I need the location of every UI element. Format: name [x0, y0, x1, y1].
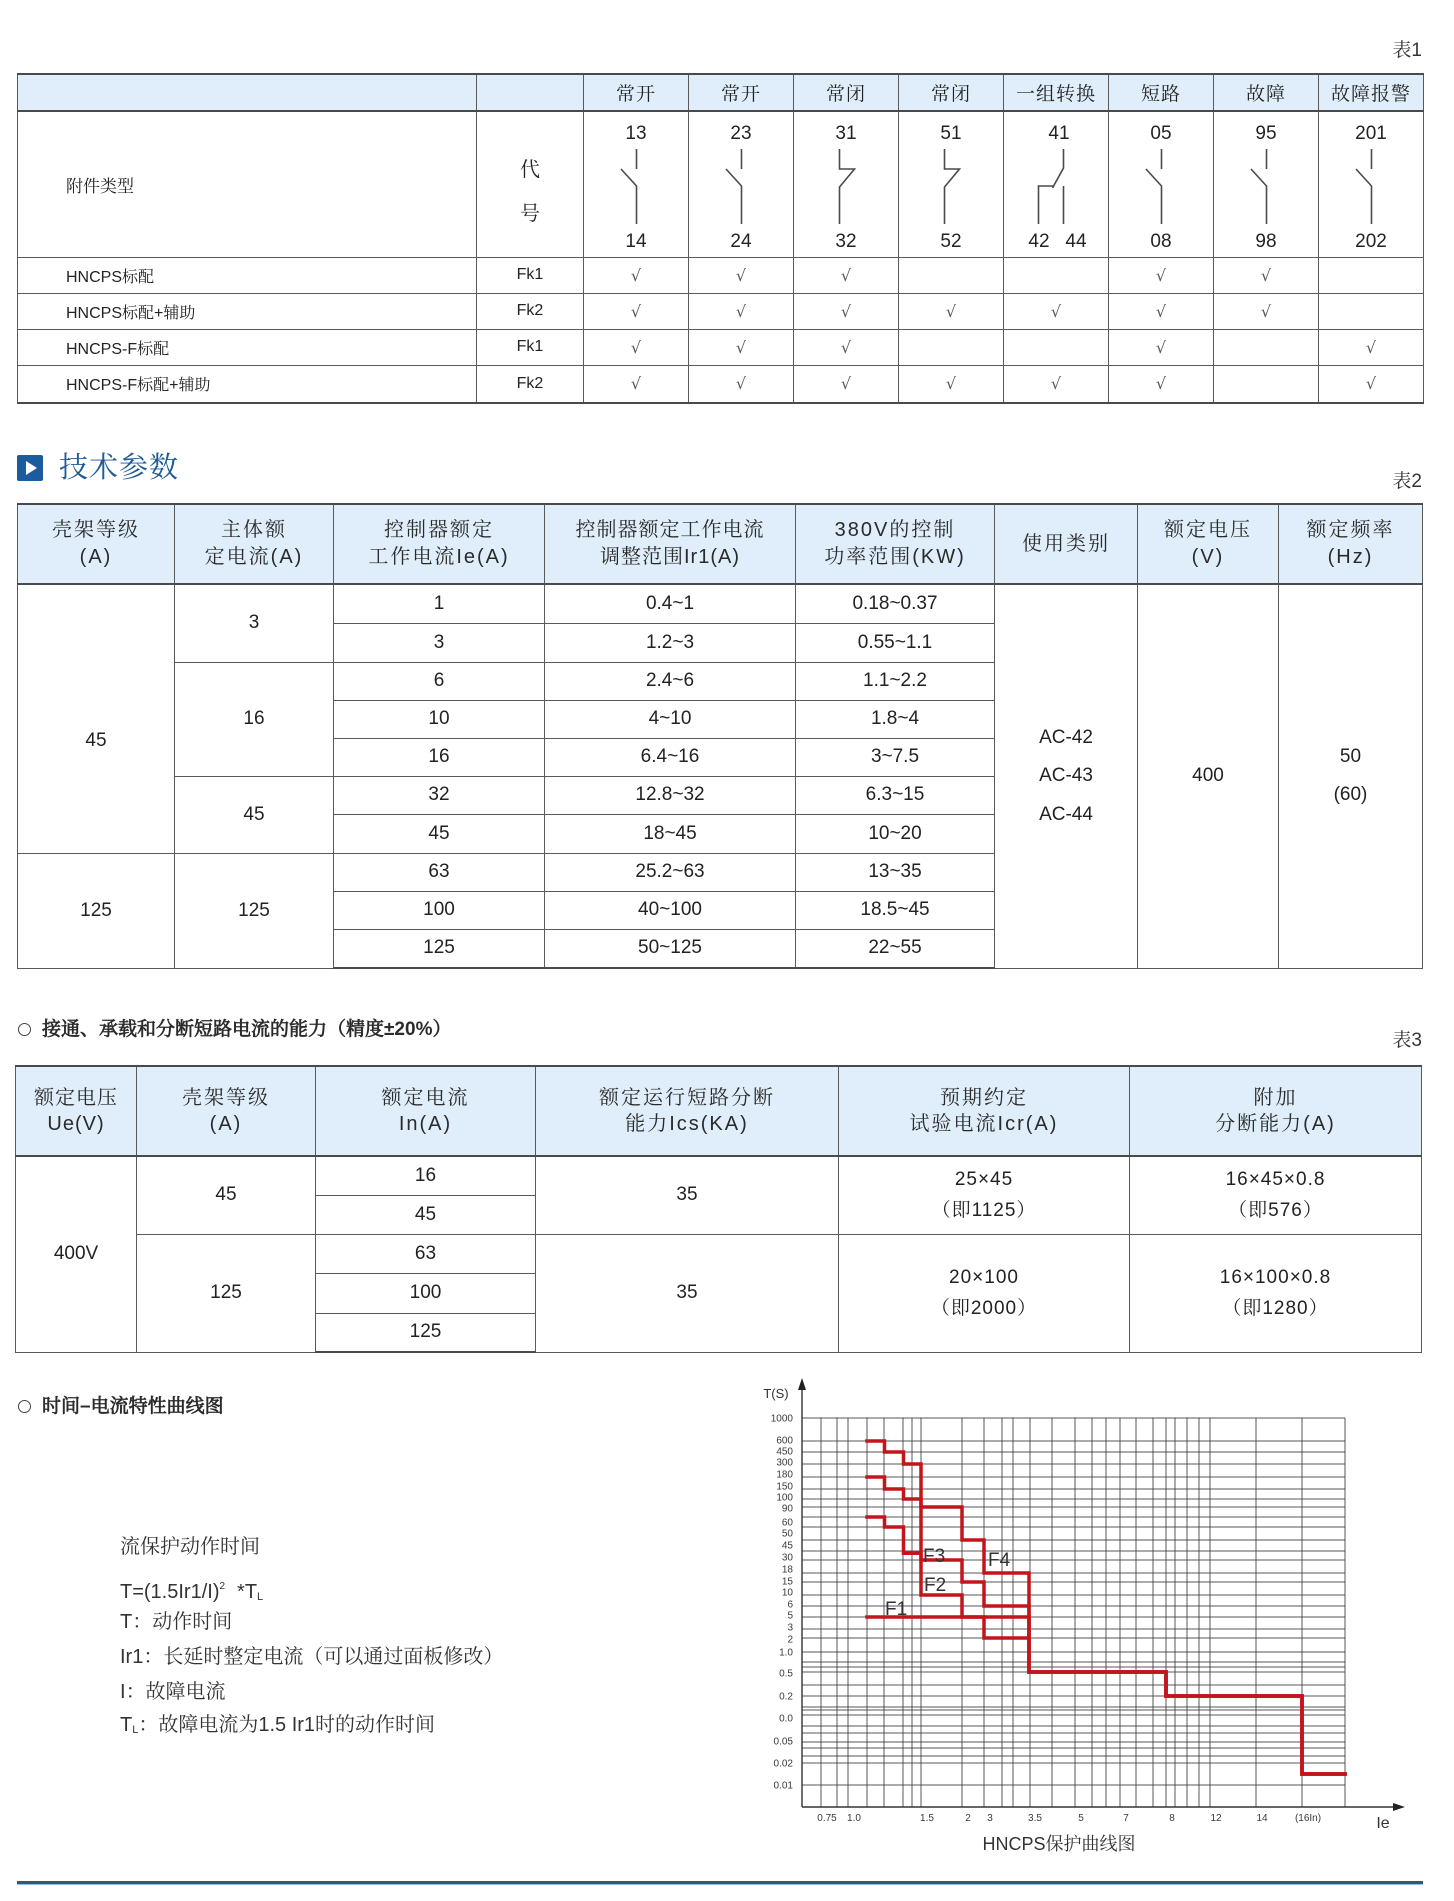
check-mark-cell: √	[689, 365, 794, 403]
accessory-table	[17, 73, 1424, 404]
equation-factor-subscript: L	[257, 1591, 264, 1603]
check-mark-cell: √	[794, 293, 899, 329]
check-mark-cell: √	[584, 257, 689, 293]
x-tick-label: 7	[1123, 1813, 1129, 1824]
check-mark-cell: √	[584, 365, 689, 403]
terminal-number: 08	[1150, 231, 1172, 252]
definition-text: ：动作时间	[132, 1611, 233, 1633]
ie-cell: 3	[334, 623, 545, 662]
frequency-cell	[1279, 584, 1423, 968]
circle-bullet-icon	[18, 1400, 31, 1413]
definition-line	[120, 1609, 232, 1640]
header-line: Ue(V)	[47, 1113, 105, 1135]
main-current-cell: 3	[175, 584, 334, 662]
check-mark-cell: √	[689, 257, 794, 293]
row-code: Fk1	[477, 257, 584, 293]
series-label: F3	[923, 1546, 946, 1567]
terminal-number: 52	[940, 231, 962, 252]
ie-cell: 16	[334, 738, 545, 776]
x-tick-label: 1.0	[847, 1813, 861, 1824]
definition-line	[120, 1679, 226, 1710]
contact-cell	[1319, 111, 1424, 257]
column-header: 故障	[1214, 74, 1319, 111]
header-line: 壳架等级	[182, 1087, 270, 1109]
check-mark-cell: √	[1109, 257, 1214, 293]
icr-result: （即1125）	[931, 1200, 1037, 1222]
power-cell: 1.1~2.2	[796, 662, 995, 700]
power-cell: 1.8~4	[796, 700, 995, 738]
main-current-cell: 45	[175, 776, 334, 853]
x-tick-label: 1.5	[920, 1813, 934, 1824]
rated-voltage-cell: 400V	[16, 1156, 137, 1352]
check-mark-cell: √	[899, 365, 1004, 403]
terminal-number: 32	[835, 231, 857, 252]
y-tick-label: 18	[781, 1564, 793, 1576]
x-tick-label: 14	[1256, 1813, 1268, 1824]
column-header	[334, 504, 545, 584]
ics-cell: 35	[536, 1234, 839, 1352]
row-code: Fk1	[477, 329, 584, 365]
header-line: 380V的控制	[834, 519, 956, 541]
series-label: F2	[924, 1575, 947, 1596]
row-name: HNCPS-F标配+辅助	[18, 365, 477, 403]
extra-result: （即576）	[1228, 1200, 1323, 1222]
header-line: (A)	[209, 1113, 243, 1135]
code-label-bottom: 号	[520, 203, 540, 225]
icr-formula: 20×100	[949, 1267, 1019, 1288]
column-header	[545, 504, 796, 584]
extra-formula: 16×100×0.8	[1219, 1267, 1332, 1288]
section-title: 技术参数	[59, 452, 180, 484]
y-tick-label: 15	[781, 1576, 793, 1588]
header-line: (A)	[79, 546, 113, 568]
check-mark-cell: √	[1109, 293, 1214, 329]
header-blank-cell	[18, 74, 477, 111]
y-tick-label: 6	[787, 1599, 793, 1611]
table-row	[18, 329, 1424, 365]
column-header	[316, 1066, 536, 1156]
frame-cell: 125	[18, 853, 175, 968]
column-header: 常开	[584, 74, 689, 111]
x-tick-label: 2	[965, 1813, 971, 1824]
header-line: 功率范围(KW)	[824, 546, 966, 568]
table1-header-row	[18, 74, 1424, 111]
column-header: 常开	[689, 74, 794, 111]
ir1-cell: 1.2~3	[545, 623, 796, 662]
column-header	[796, 504, 995, 584]
check-mark-cell: √	[794, 365, 899, 403]
contact-cell	[1214, 111, 1319, 257]
check-mark-cell: √	[584, 329, 689, 365]
check-mark-cell: √	[689, 329, 794, 365]
rated-current-cell: 63	[316, 1234, 536, 1273]
terminal-number: 24	[730, 231, 752, 252]
x-tick-label: 8	[1169, 1813, 1175, 1824]
icr-formula: 25×45	[954, 1169, 1014, 1191]
column-header	[1130, 1066, 1422, 1156]
extra-capacity-cell	[1130, 1156, 1422, 1234]
header-line: 额定电压	[34, 1087, 118, 1109]
definition-symbol: T	[120, 1611, 133, 1633]
x-tick-label: 3	[987, 1813, 993, 1824]
y-tick-label: 1000	[770, 1413, 793, 1425]
row-name: HNCPS标配+辅助	[18, 293, 477, 329]
y-tick-label: 600	[776, 1435, 793, 1447]
ie-cell: 45	[334, 814, 545, 853]
column-header: 常闭	[899, 74, 1004, 111]
header-line: 分断能力(A)	[1215, 1113, 1336, 1135]
header-line: 定电流(A)	[204, 546, 304, 568]
formula-equation	[120, 1574, 263, 1610]
column-header	[1279, 504, 1423, 584]
y-tick-label: 2	[787, 1634, 793, 1646]
y-tick-label: 0.02	[773, 1758, 793, 1770]
y-tick-label: 5	[787, 1610, 793, 1622]
check-mark-cell: √	[1214, 293, 1319, 329]
ir1-cell: 4~10	[545, 700, 796, 738]
terminal-number: 05	[1150, 123, 1172, 144]
check-mark-cell: √	[1214, 257, 1319, 293]
header-line: 额定电压	[1164, 519, 1252, 541]
y-tick-label: 0.2	[779, 1691, 793, 1703]
table-row	[18, 365, 1424, 403]
column-header	[18, 504, 175, 584]
ir1-cell: 50~125	[545, 929, 796, 968]
ie-cell: 32	[334, 776, 545, 814]
check-mark-cell	[1319, 257, 1424, 293]
definition-symbol: I	[120, 1681, 126, 1703]
column-header: 短路	[1109, 74, 1214, 111]
rated-current-cell: 100	[316, 1273, 536, 1313]
header-line: 能力Ics(KA)	[625, 1113, 749, 1135]
check-mark-cell: √	[1319, 329, 1424, 365]
protection-curve-chart	[740, 1370, 1430, 1865]
header-line: In(A)	[398, 1113, 453, 1135]
table-row	[16, 1156, 1422, 1195]
extra-capacity-cell	[1130, 1234, 1422, 1352]
technical-parameters-table	[17, 503, 1423, 969]
y-tick-label: 1.0	[779, 1647, 793, 1659]
rated-current-cell: 125	[316, 1313, 536, 1352]
column-header: 常闭	[794, 74, 899, 111]
x-axis-label: Ie	[1376, 1815, 1390, 1832]
rated-current-cell: 45	[316, 1195, 536, 1234]
play-square-icon	[17, 455, 43, 481]
check-mark-cell: √	[899, 293, 1004, 329]
ir1-cell: 6.4~16	[545, 738, 796, 776]
power-cell: 3~7.5	[796, 738, 995, 776]
column-header	[995, 504, 1138, 584]
header-line: 工作电流Ie(A)	[368, 546, 510, 568]
table1-label: 表1	[1392, 40, 1422, 61]
formula-title: 流保护动作时间	[120, 1536, 260, 1558]
terminal-number: 51	[940, 123, 962, 144]
x-tick-label: 3.5	[1028, 1813, 1042, 1824]
y-tick-label: 100	[776, 1492, 793, 1504]
power-cell: 6.3~15	[796, 776, 995, 814]
y-tick-label: 90	[781, 1503, 793, 1515]
ir1-cell: 18~45	[545, 814, 796, 853]
frequency-value: 50	[1339, 745, 1362, 767]
y-tick-label: 50	[781, 1528, 793, 1540]
header-line: 主体额	[221, 519, 287, 541]
ie-cell: 6	[334, 662, 545, 700]
y-tick-label: 0.05	[773, 1736, 793, 1748]
y-axis-label: T(S)	[763, 1386, 789, 1401]
check-mark-cell: √	[689, 293, 794, 329]
header-line: (Hz)	[1327, 546, 1374, 568]
header-line: 预期约定	[940, 1087, 1028, 1109]
x-tick-label: 5	[1078, 1813, 1084, 1824]
check-mark-cell	[899, 257, 1004, 293]
header-line: 额定运行短路分断	[599, 1087, 775, 1109]
header-blank-cell	[477, 74, 584, 111]
contact-symbol-row	[18, 111, 1424, 257]
contact-cell	[794, 111, 899, 257]
power-cell: 10~20	[796, 814, 995, 853]
definition-subscript: L	[132, 1724, 139, 1736]
check-mark-cell	[1319, 293, 1424, 329]
frame-cell: 45	[18, 584, 175, 853]
y-tick-label: 30	[781, 1552, 793, 1564]
y-tick-label: 45	[781, 1540, 793, 1552]
icr-cell	[839, 1156, 1130, 1234]
terminal-number: 23	[730, 123, 752, 144]
y-tick-label: 60	[781, 1517, 793, 1529]
x-tick-label: 0.75	[817, 1813, 837, 1824]
y-tick-label: 0.5	[779, 1668, 793, 1680]
x-tick-labels	[817, 1813, 1321, 1824]
ir1-cell: 25.2~63	[545, 853, 796, 891]
column-header	[536, 1066, 839, 1156]
header-line: 试验电流Icr(A)	[909, 1113, 1059, 1135]
power-cell: 18.5~45	[796, 891, 995, 929]
code-label	[477, 111, 584, 257]
header-line: 额定电流	[381, 1087, 470, 1109]
definition-line	[120, 1644, 503, 1675]
row-name: HNCPS标配	[18, 257, 477, 293]
terminal-number: 202	[1355, 231, 1387, 252]
column-header	[16, 1066, 137, 1156]
column-header	[1138, 504, 1279, 584]
check-mark-cell: √	[1319, 365, 1424, 403]
column-header	[175, 504, 334, 584]
main-current-cell: 125	[175, 853, 334, 968]
header-line: 附加	[1253, 1087, 1298, 1109]
extra-formula: 16×45×0.8	[1225, 1169, 1326, 1191]
ir1-cell: 0.4~1	[545, 584, 796, 623]
y-axis-arrow-icon	[798, 1378, 806, 1390]
y-tick-label: 10	[781, 1587, 793, 1599]
check-mark-cell: √	[1109, 365, 1214, 403]
power-cell: 0.18~0.37	[796, 584, 995, 623]
table-row	[18, 584, 1423, 623]
row-code: Fk2	[477, 293, 584, 329]
header-line: (V)	[1191, 546, 1225, 568]
terminal-number: 98	[1255, 231, 1277, 252]
series-label: F1	[885, 1599, 908, 1620]
definition-line	[120, 1712, 435, 1743]
row-code: Fk2	[477, 365, 584, 403]
extra-result: （即1280）	[1222, 1298, 1329, 1319]
circle-bullet-icon	[18, 1023, 31, 1036]
y-tick-label: 180	[776, 1469, 793, 1481]
check-mark-cell	[1004, 257, 1109, 293]
check-mark-cell: √	[794, 257, 899, 293]
category-value: AC-44	[1039, 803, 1093, 825]
check-mark-cell	[899, 329, 1004, 365]
ie-cell: 1	[334, 584, 545, 623]
table3-header-row	[16, 1066, 1422, 1156]
header-line: 壳架等级	[52, 519, 140, 541]
power-cell: 0.55~1.1	[796, 623, 995, 662]
terminal-number: 14	[625, 231, 647, 252]
table2-label: 表2	[1392, 471, 1422, 492]
column-header: 故障报警	[1319, 74, 1424, 111]
terminal-number: 44	[1065, 231, 1087, 252]
check-mark-cell: √	[1004, 365, 1109, 403]
power-cell: 13~35	[796, 853, 995, 891]
check-mark-cell: √	[794, 329, 899, 365]
terminal-number: 41	[1048, 123, 1070, 144]
header-line: 额定频率	[1306, 519, 1395, 541]
table-row	[18, 257, 1424, 293]
y-tick-label: 3	[787, 1622, 793, 1634]
definition-text: ：长延时整定电流（可以通过面板修改）	[143, 1646, 504, 1668]
category-value: AC-43	[1039, 765, 1093, 786]
table2-header-row	[18, 504, 1423, 584]
power-cell: 22~55	[796, 929, 995, 968]
ie-cell: 63	[334, 853, 545, 891]
definition-symbol: T	[120, 1714, 133, 1736]
frame-cell: 125	[137, 1234, 316, 1352]
check-mark-cell	[1004, 329, 1109, 365]
header-line: 控制器额定工作电流	[575, 519, 765, 541]
y-tick-label: 0.0	[779, 1713, 793, 1725]
accessory-type-label: 附件类型	[18, 111, 477, 257]
header-line: 调整范围Ir1(A)	[600, 546, 740, 568]
ics-cell: 35	[536, 1156, 839, 1234]
x-tick-label: 12	[1210, 1813, 1222, 1824]
category-value: AC-42	[1039, 726, 1093, 748]
contact-cell	[689, 111, 794, 257]
contact-cell	[584, 111, 689, 257]
icr-result: （即2000）	[930, 1298, 1038, 1319]
header-line: 控制器额定	[384, 519, 494, 541]
series-label: F4	[988, 1550, 1011, 1571]
table3-caption: 接通、承载和分断短路电流的能力（精度±20%）	[42, 1019, 452, 1040]
code-label-top: 代	[520, 159, 540, 181]
ie-cell: 125	[334, 929, 545, 968]
y-tick-label: 150	[776, 1481, 793, 1493]
check-mark-cell: √	[1004, 293, 1109, 329]
frequency-value: (60)	[1333, 784, 1368, 806]
y-tick-label: 0.01	[773, 1780, 793, 1792]
rated-current-cell: 16	[316, 1156, 536, 1195]
definition-text: ：故障电流为1.5 Ir1时的动作时间	[138, 1714, 436, 1736]
table-row	[16, 1234, 1422, 1273]
table3-label: 表3	[1392, 1030, 1422, 1051]
curve-section-caption: 时间–电流特性曲线图	[42, 1396, 224, 1417]
icr-cell	[839, 1234, 1130, 1352]
changeover-contact-icon	[1004, 112, 1109, 257]
definition-text: ：故障电流	[125, 1681, 226, 1703]
short-circuit-capacity-table	[15, 1065, 1422, 1353]
equation-factor: *T	[237, 1581, 258, 1603]
ie-cell: 100	[334, 891, 545, 929]
ie-cell: 10	[334, 700, 545, 738]
chart-title: HNCPS保护曲线图	[982, 1834, 1136, 1854]
main-current-cell: 16	[175, 662, 334, 776]
x-axis-arrow-icon	[1393, 1803, 1405, 1811]
contact-cell	[899, 111, 1004, 257]
column-header	[137, 1066, 316, 1156]
footer-rule	[17, 1881, 1423, 1885]
y-tick-label: 450	[776, 1446, 793, 1458]
column-header: 一组转换	[1004, 74, 1109, 111]
voltage-cell: 400	[1138, 584, 1279, 968]
ir1-cell: 2.4~6	[545, 662, 796, 700]
equation-base: T=(1.5Ir1/I)	[120, 1581, 220, 1603]
y-tick-labels	[771, 1414, 794, 1792]
contact-cell	[1109, 111, 1214, 257]
category-cell	[995, 584, 1138, 968]
check-mark-cell: √	[1109, 329, 1214, 365]
x-tick-label: (16In)	[1294, 1813, 1322, 1824]
check-mark-cell: √	[584, 293, 689, 329]
check-mark-cell	[1214, 365, 1319, 403]
ir1-cell: 40~100	[545, 891, 796, 929]
table-row	[18, 293, 1424, 329]
check-mark-cell	[1214, 329, 1319, 365]
column-header	[839, 1066, 1130, 1156]
terminal-number: 201	[1355, 123, 1387, 144]
contact-cell	[1004, 111, 1109, 257]
terminal-number: 95	[1255, 123, 1277, 144]
y-tick-label: 300	[776, 1457, 793, 1469]
definition-symbol: Ir1	[120, 1646, 144, 1668]
terminal-number: 31	[835, 123, 857, 144]
ir1-cell: 12.8~32	[545, 776, 796, 814]
terminal-number: 42	[1028, 231, 1050, 252]
header-line: 使用类别	[1022, 532, 1110, 555]
row-name: HNCPS-F标配	[18, 329, 477, 365]
frame-cell: 45	[137, 1156, 316, 1234]
terminal-number: 13	[625, 123, 647, 144]
equation-exponent: 2	[219, 1581, 226, 1592]
